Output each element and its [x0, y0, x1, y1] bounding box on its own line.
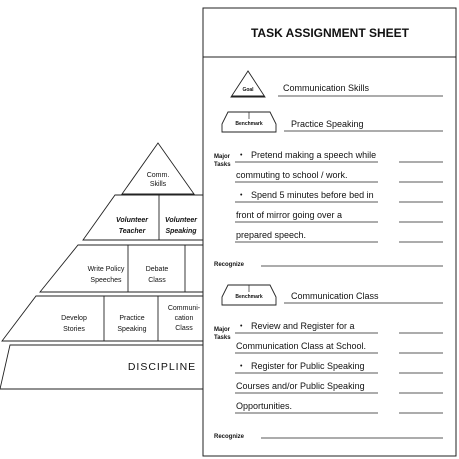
volunteer-speaking-1: Volunteer	[164, 217, 198, 224]
sheet-title: TASK ASSIGNMENT SHEET	[250, 26, 410, 40]
benchmark-1-text: Practice Speaking	[291, 119, 364, 129]
task-sheet	[203, 8, 456, 456]
practice-speaking-2: Speaking	[117, 326, 147, 333]
bullet: •	[240, 152, 243, 159]
task-3-line-1: Review and Register for a	[251, 321, 355, 331]
task-2-line-1: Spend 5 minutes before bed in	[251, 190, 374, 200]
top-label-2: Skills	[149, 181, 167, 188]
benchmark-1-label: Benchmark	[235, 121, 263, 127]
major-tasks-label-1a: Major	[214, 154, 231, 160]
task-1-line-1: Pretend making a speech while	[251, 150, 377, 160]
benchmark-1-badge	[222, 112, 276, 132]
bullet: •	[240, 192, 243, 199]
task-4-line-2: Courses and/or Public Speaking	[236, 381, 365, 391]
develop-stories-1: Develop	[61, 315, 87, 322]
discipline-label: DISCIPLINE	[127, 361, 197, 373]
major-tasks-label-2b: Tasks	[214, 335, 231, 341]
recognize-label-2: Recognize	[214, 434, 245, 440]
communication-class-2: cation	[174, 315, 194, 322]
goal-badge-label: Goal	[242, 87, 254, 93]
practice-speaking-1: Practice	[119, 315, 145, 322]
volunteer-teacher-1: Volunteer	[115, 217, 149, 224]
task-4-line-1: Register for Public Speaking	[251, 361, 365, 371]
task-1-line-2: commuting to school / work.	[236, 170, 348, 180]
volunteer-teacher-2: Teacher	[118, 228, 146, 235]
bullet: •	[240, 323, 243, 330]
communication-class-3: Class	[175, 325, 193, 332]
major-tasks-label-1b: Tasks	[214, 162, 231, 168]
recognize-label-1: Recognize	[214, 262, 245, 268]
task-2-line-3: prepared speech.	[236, 230, 307, 240]
debate-class-1: Debate	[145, 266, 169, 273]
bullet: •	[240, 363, 243, 370]
major-tasks-label-2a: Major	[214, 327, 231, 333]
develop-stories-2: Stories	[63, 326, 85, 333]
top-label-1: Comm.	[146, 172, 170, 179]
task-3-line-2: Communication Class at School.	[236, 341, 367, 351]
task-2-line-2: front of mirror going over a	[236, 210, 343, 220]
benchmark-2-badge	[222, 285, 276, 305]
benchmark-2-text: Communication Class	[291, 291, 379, 301]
task-4-line-3: Opportunities.	[236, 401, 293, 411]
debate-class-2: Class	[148, 277, 166, 284]
volunteer-speaking-2: Speaking	[165, 228, 197, 235]
write-policy-1: Write Policy	[87, 266, 125, 273]
communication-class-1: Communi-	[167, 305, 201, 312]
benchmark-2-label: Benchmark	[235, 294, 263, 300]
goal-text: Communication Skills	[283, 83, 370, 93]
pyramid-labels	[61, 172, 201, 373]
write-policy-2: Speeches	[90, 277, 122, 284]
